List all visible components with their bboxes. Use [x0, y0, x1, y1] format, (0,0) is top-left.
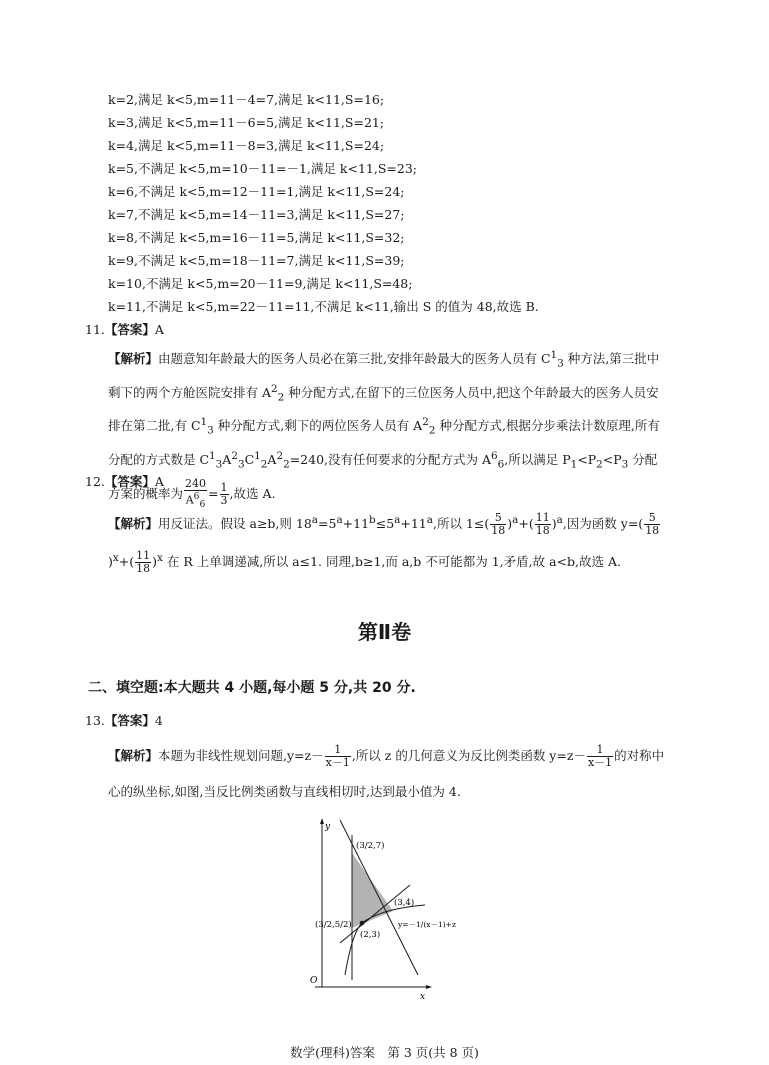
point-label-left: (3/2,5/2)	[315, 920, 352, 930]
tangent-point	[360, 921, 365, 926]
fraction: $\frac{5}{18}$	[645, 511, 660, 538]
q13-answer-value: 4	[154, 713, 163, 728]
q12-text: )	[108, 554, 113, 570]
q13-answer	[85, 711, 163, 729]
q12-answer-value: A	[154, 474, 164, 489]
y-axis-label: y	[325, 822, 331, 832]
step-line: k=8,不满足 k<5,m=16－11=5,满足 k<11,S=32;	[108, 230, 405, 245]
step-line: k=10,不满足 k<5,m=20－11=9,满足 k<11,S=48;	[108, 276, 413, 291]
q12-text: )	[152, 554, 158, 570]
q11-answer-tag: 【答案】	[104, 322, 155, 337]
fraction: $\frac{5}{18}$	[491, 511, 506, 538]
q13-text: ,所以 z 的几何意义为反比例类函数 y=z－	[351, 748, 586, 763]
point-label-top: (3/2,7)	[356, 841, 385, 851]
step-line: k=4,满足 k<5,m=11－8=3,满足 k<11,S=24;	[108, 138, 385, 153]
q12-text: )	[551, 516, 557, 532]
curve-label: y=－1/(x－1)+z	[398, 920, 456, 929]
volume-title: 第Ⅱ卷	[357, 620, 412, 644]
x-axis-label: x	[420, 992, 426, 1002]
q11-text: 种方法,第三批中剩下的两个方舱医院安排有 A	[108, 351, 660, 400]
q13-analysis-tag: 【解析】	[108, 748, 159, 763]
step-line: k=9,不满足 k<5,m=18－11=7,满足 k<11,S=39;	[108, 253, 405, 268]
point-label-tangent: (2,3)	[360, 930, 381, 940]
q11-text: 种分配方式,根据分步乘法计数原理,所有分配的方式数是 C	[108, 418, 660, 468]
q11-text: 种分配方式,剩下的两位医务人员有 A	[213, 418, 423, 434]
q12-text: ≤5	[375, 516, 395, 532]
feasible-region-graph	[300, 815, 456, 1005]
point-label-right: (3,4)	[394, 898, 415, 908]
q13-answer-tag: 【答案】	[104, 713, 155, 728]
fraction: $\frac{240}{A^6_6}$	[185, 476, 207, 510]
step-line: k=3,满足 k<5,m=11－6=5,满足 k<11,S=21;	[108, 115, 385, 130]
q13-text: 本题为非线性规划问题,y=z－	[158, 748, 324, 763]
q12-text: ,因为函数 y=(	[562, 516, 644, 532]
q12-text: +11	[342, 516, 370, 532]
page-footer: 数学(理科)答案 第 3 页(共 8 页)	[290, 1045, 479, 1060]
q11-text: 由题意知年龄最大的医务人员必在第三批,安排年龄最大的医务人员有 C	[158, 351, 551, 367]
q11-text: 分配方案的概率为	[108, 452, 658, 501]
q12-number: 12.	[85, 474, 105, 489]
step-line: k=7,不满足 k<5,m=14－11=3,满足 k<11,S=27;	[108, 207, 405, 222]
q12-answer-tag: 【答案】	[104, 474, 155, 489]
q12-text: =5	[318, 516, 337, 532]
q11-analysis-tag: 【解析】	[108, 351, 159, 367]
q12-text: ,所以 1≤(	[432, 516, 490, 532]
q12-analysis-tag: 【解析】	[108, 516, 159, 532]
q11-text: =240,没有任何要求的分配方式为 A	[289, 452, 491, 468]
fraction: $\frac{11}{18}$	[136, 549, 151, 576]
q12-text: +11	[400, 516, 427, 532]
q12-text: )	[507, 516, 513, 532]
q13-number: 13.	[85, 713, 105, 728]
step-line: k=11,不满足 k<5,m=22－11=11,不满足 k<11,输出 S 的值为 48,故选 B.	[108, 299, 539, 314]
q12-answer	[85, 472, 164, 490]
q12-text: +(	[518, 516, 534, 532]
q11-number: 11.	[85, 322, 105, 337]
origin-label: O	[310, 976, 318, 986]
q11-text: ,故选 A.	[229, 485, 276, 501]
q12-text: 在 R 上单调递减,所以 a≤1. 同理,b≥1,而 a,b 不可能都为 1,矛盾,故 a<b,故选 A.	[162, 554, 621, 570]
step-line: k=6,不满足 k<5,m=12－11=1,满足 k<11,S=24;	[108, 184, 405, 199]
step-line: k=2,满足 k<5,m=11－4=7,满足 k<11,S=16;	[108, 92, 385, 107]
q12-text: +(	[118, 554, 135, 570]
fraction: $\frac{1}{3}$	[220, 480, 228, 507]
q12-analysis: 【解析】用反证法。假设 a≥b,则 $18^a=5^a+11^b\le 5^a+11^a$,所以 1≤( $\frac{5}{18}$ )$^a$+( $\frac{11}{18}$ )$^a$,因为函数 y=( $\frac{5}{18}$ )$^x$+( $\frac{11}{18}$ )$^x$ 在 R 上单调递减,所以 a≤1. 同理,b≥1,而 a,b 不可能都为 1,矛盾,故 a<b,故选 A.	[108, 511, 660, 576]
q11-text: 种分配方式,在留下的三位医务人员中,把这个年龄最大的医务人员安排在第二批,有 C	[108, 384, 659, 434]
fraction: $\frac{11}{18}$	[535, 511, 550, 538]
fraction: $\frac{1}{x-1}$	[325, 743, 350, 769]
q11-analysis: 【解析】由题意知年龄最大的医务人员必在第三批,安排年龄最大的医务人员有 $C^1_3$ 种方法,第三批中剩下的两个方舱医院安排有 $A^2_2$ 种分配方式,在留下的三位医务人员中,把这个年龄最大的医务人员安排在第二批,有 $C^1_3$ 种分配方式,剩下的两位医务人员有 $A^2_2$ 种分配方式,根据分步乘法计数原理,所有分配的方式数是 $C^1_3A^2_3C^1_2A^2_2=240$,没有任何要求的分配方式为 $A^6_6$,所以满足 $P_1<P_2<P_3$ 分配方案的概率为 $\frac{240}{A^6_6}$ = $\frac{1}{3}$ ,故选 A.	[108, 349, 660, 510]
q11-text: ,所以满足 P	[504, 452, 571, 468]
q11-answer	[85, 320, 164, 338]
q12-text: 用反证法。假设 a≥b,则 18	[158, 516, 312, 532]
q11-answer-value: A	[154, 322, 164, 337]
fraction: $\frac{1}{x-1}$	[587, 743, 613, 769]
q13-text: 的对称中心的纵坐标,如图,当反比例类函数与直线相切时,达到最小值为 4.	[108, 748, 665, 799]
q13-analysis	[108, 738, 668, 810]
step-line: k=5,不满足 k<5,m=10－11=－1,满足 k<11,S=23;	[108, 161, 418, 176]
section-heading: 二、填空题:本大题共 4 小题,每小题 5 分,共 20 分.	[88, 680, 416, 696]
